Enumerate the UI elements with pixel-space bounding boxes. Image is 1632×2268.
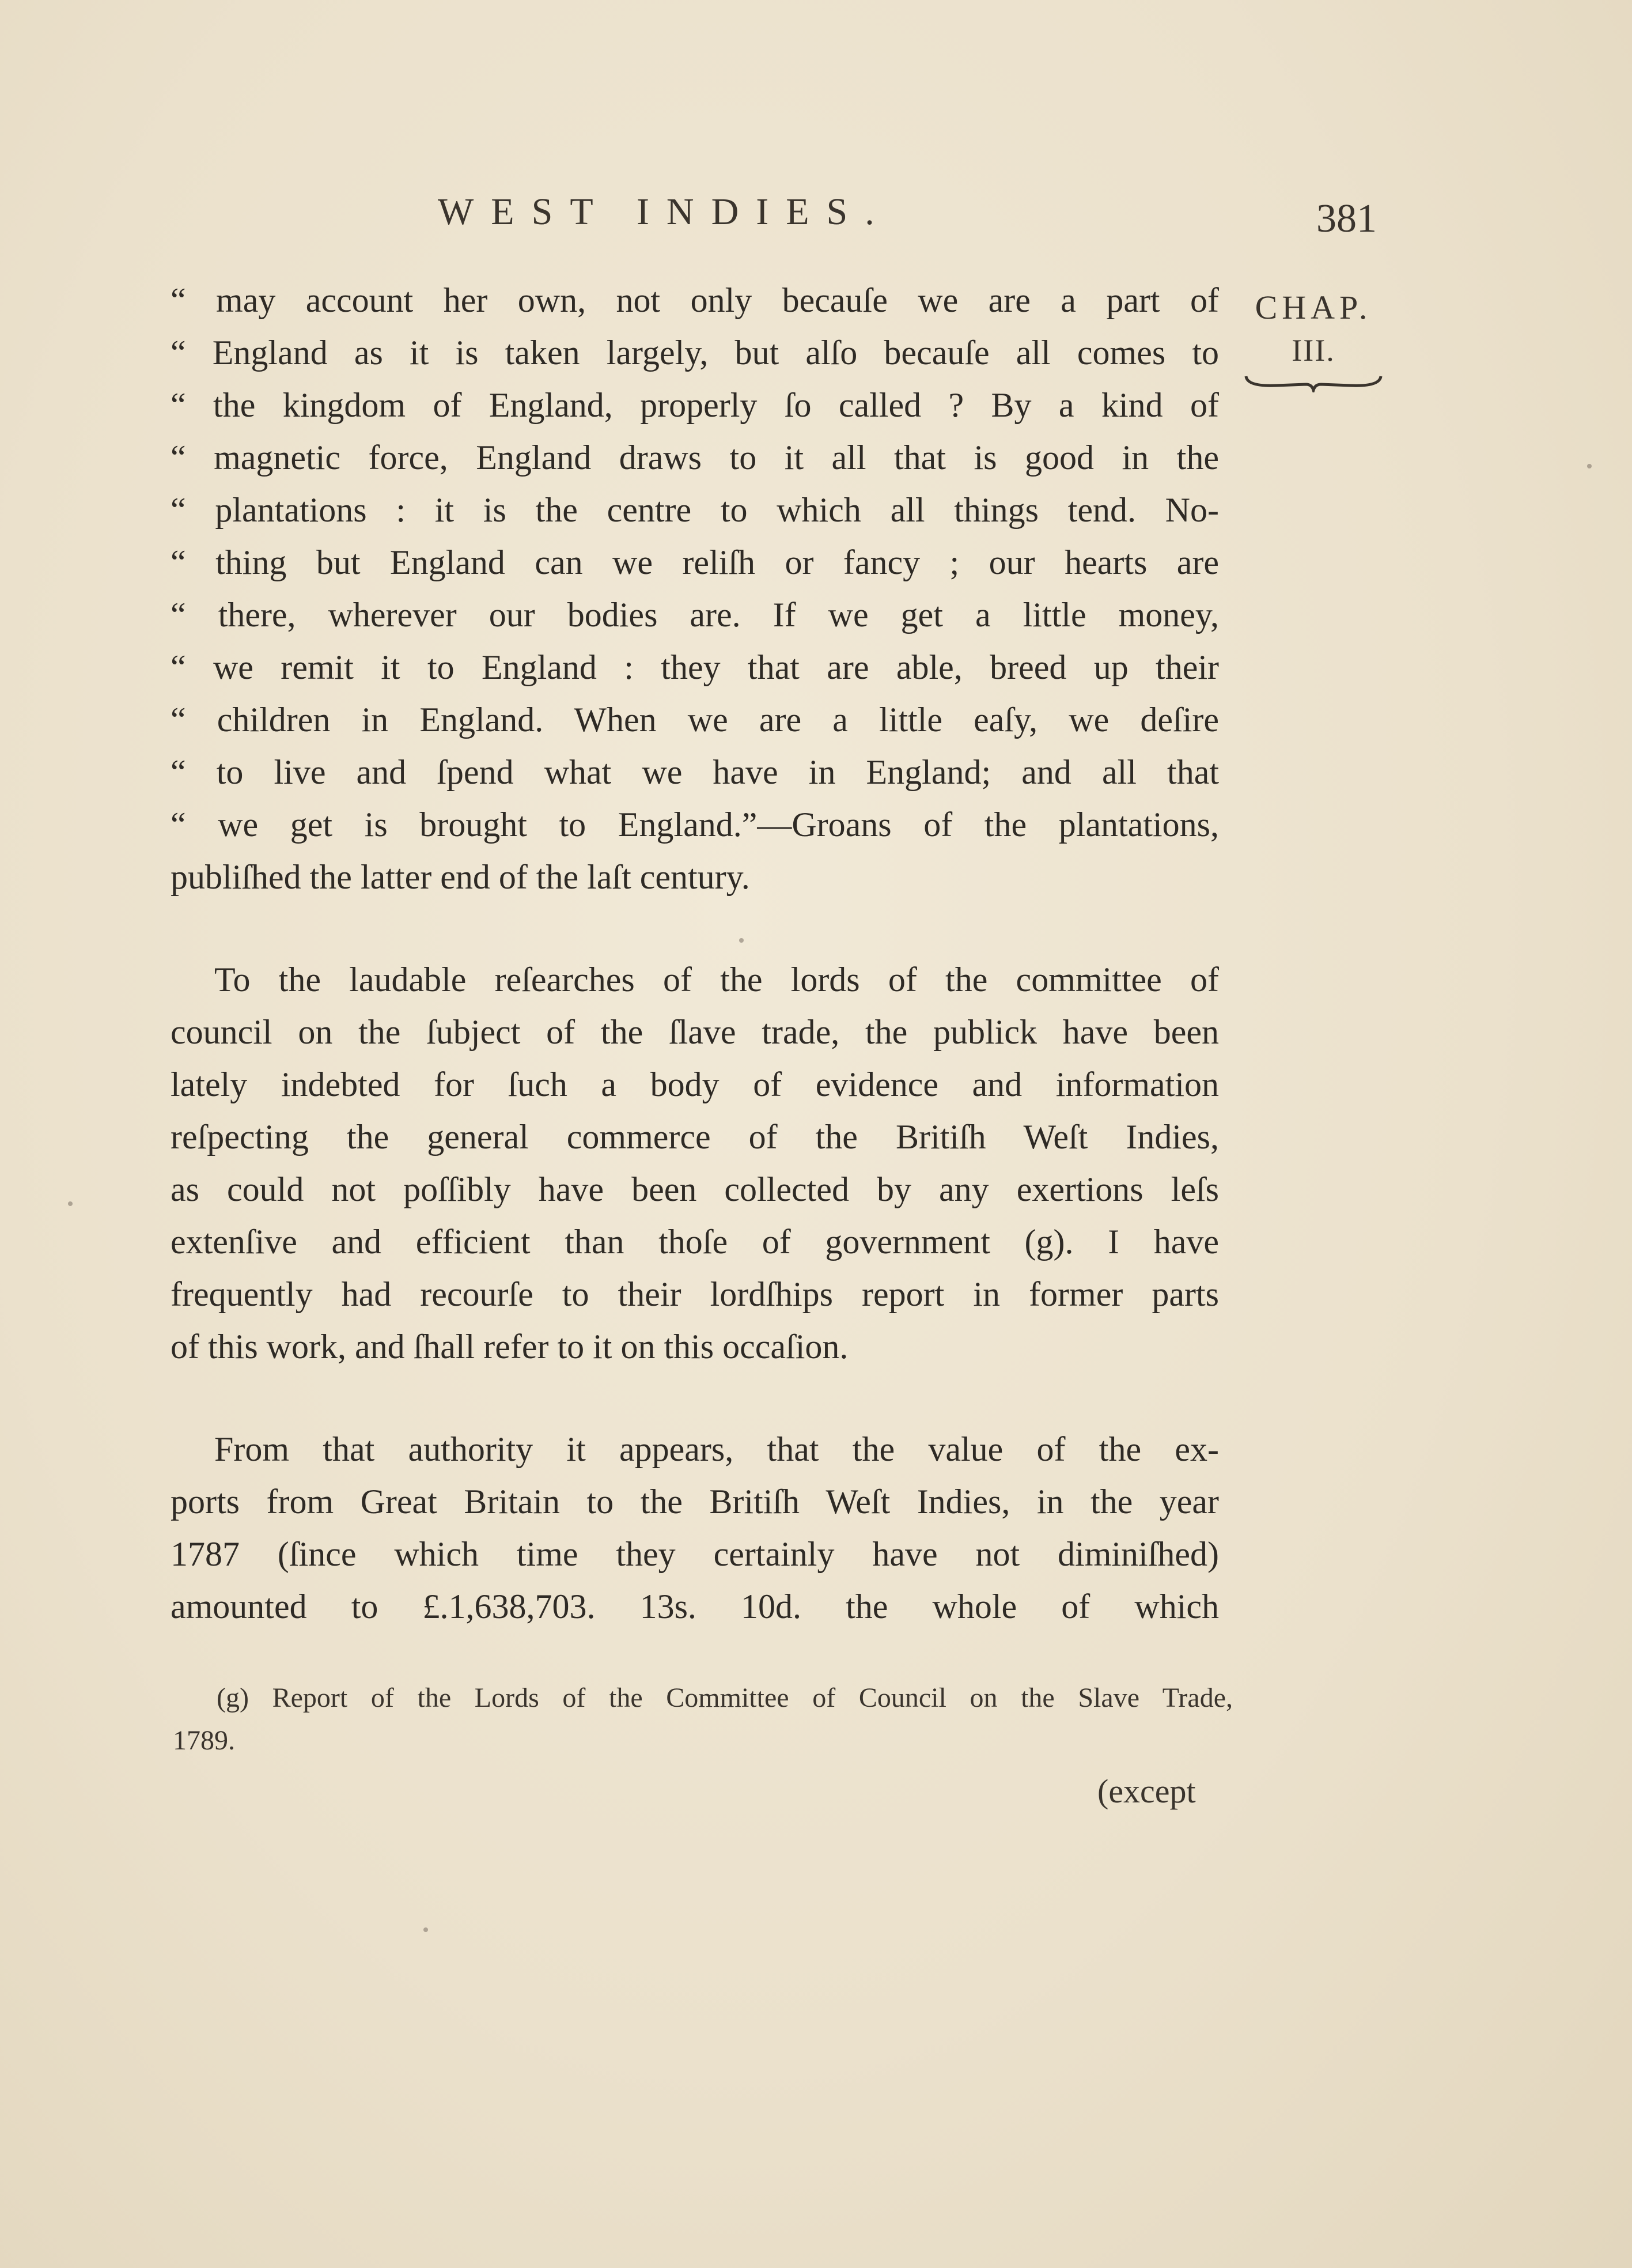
text-line: “ thing but England can we reliſh or fancy ; our hearts are bbox=[171, 543, 1219, 581]
brace-ornament bbox=[1241, 372, 1385, 392]
text-line: amounted to £.1,638,703. 13s. 10d. the whole of which bbox=[171, 1587, 1219, 1626]
text-line: 1787 (ſince which time they certainly have not diminiſhed) bbox=[171, 1535, 1219, 1573]
text-line: of this work, and ſhall refer to it on this occaſion. bbox=[171, 1328, 849, 1366]
text-line: lately indebted for ſuch a body of evidence and information bbox=[171, 1065, 1219, 1103]
text-line: “ to live and ſpend what we have in England; and all that bbox=[171, 753, 1219, 791]
text-line: frequently had recourſe to their lordſhips report in former parts bbox=[171, 1275, 1219, 1313]
paper-speck bbox=[739, 938, 744, 943]
text-line: “ we remit it to England : they that are able, breed up their bbox=[171, 648, 1219, 686]
footnote-line: (g) Report of the Lords of the Committee of Council on the Slave Trade, bbox=[217, 1683, 1233, 1713]
paragraph-exports bbox=[171, 1423, 1219, 1633]
chapter-label: CHAP. bbox=[1255, 289, 1372, 326]
text-line: “ England as it is taken largely, but alſo becauſe all comes to bbox=[171, 334, 1219, 372]
text-line: “ we get is brought to England.”—Groans of the plantations, bbox=[171, 806, 1219, 844]
paragraph-quotation bbox=[171, 274, 1219, 904]
text-line: ports from Great Britain to the Britiſh Weſt Indies, in the year bbox=[171, 1483, 1219, 1521]
page-number: 381 bbox=[1316, 196, 1377, 241]
margin-chapter-note bbox=[1239, 288, 1388, 392]
catchword: (except bbox=[1097, 1772, 1196, 1810]
chapter-number: III. bbox=[1292, 333, 1335, 368]
text-line: “ there, wherever our bodies are. If we get a little money, bbox=[171, 596, 1219, 634]
text-line: To the laudable reſearches of the lords of the committee of bbox=[214, 961, 1219, 999]
text-line: council on the ſubject of the ſlave trade, the publick have been bbox=[171, 1013, 1219, 1051]
footnote bbox=[173, 1677, 1233, 1762]
text-line: “ magnetic force, England draws to it all that is good in the bbox=[171, 439, 1219, 477]
text-line: publiſhed the latter end of the laſt century. bbox=[171, 858, 750, 896]
text-line: From that authority it appears, that the value of the ex- bbox=[214, 1430, 1219, 1468]
footnote-line: 1789. bbox=[173, 1725, 235, 1756]
text-line: “ may account her own, not only becauſe we are a part of bbox=[171, 281, 1219, 319]
text-line: as could not poſſibly have been collected by any exertions leſs bbox=[171, 1170, 1219, 1208]
paper-speck bbox=[1587, 464, 1592, 468]
text-line: extenſive and efficient than thoſe of government (g). I have bbox=[171, 1223, 1219, 1261]
paper-speck bbox=[423, 1927, 428, 1932]
running-head: WEST INDIES. bbox=[438, 191, 892, 233]
text-line: “ plantations : it is the centre to which all things tend. No- bbox=[171, 491, 1219, 529]
paragraph-researches bbox=[171, 954, 1219, 1373]
text-line: “ the kingdom of England, properly ſo called ? By a kind of bbox=[171, 386, 1219, 424]
paper-speck bbox=[68, 1201, 73, 1206]
text-line: reſpecting the general commerce of the Britiſh Weſt Indies, bbox=[171, 1118, 1219, 1156]
text-line: “ children in England. When we are a little eaſy, we deſire bbox=[171, 701, 1219, 739]
